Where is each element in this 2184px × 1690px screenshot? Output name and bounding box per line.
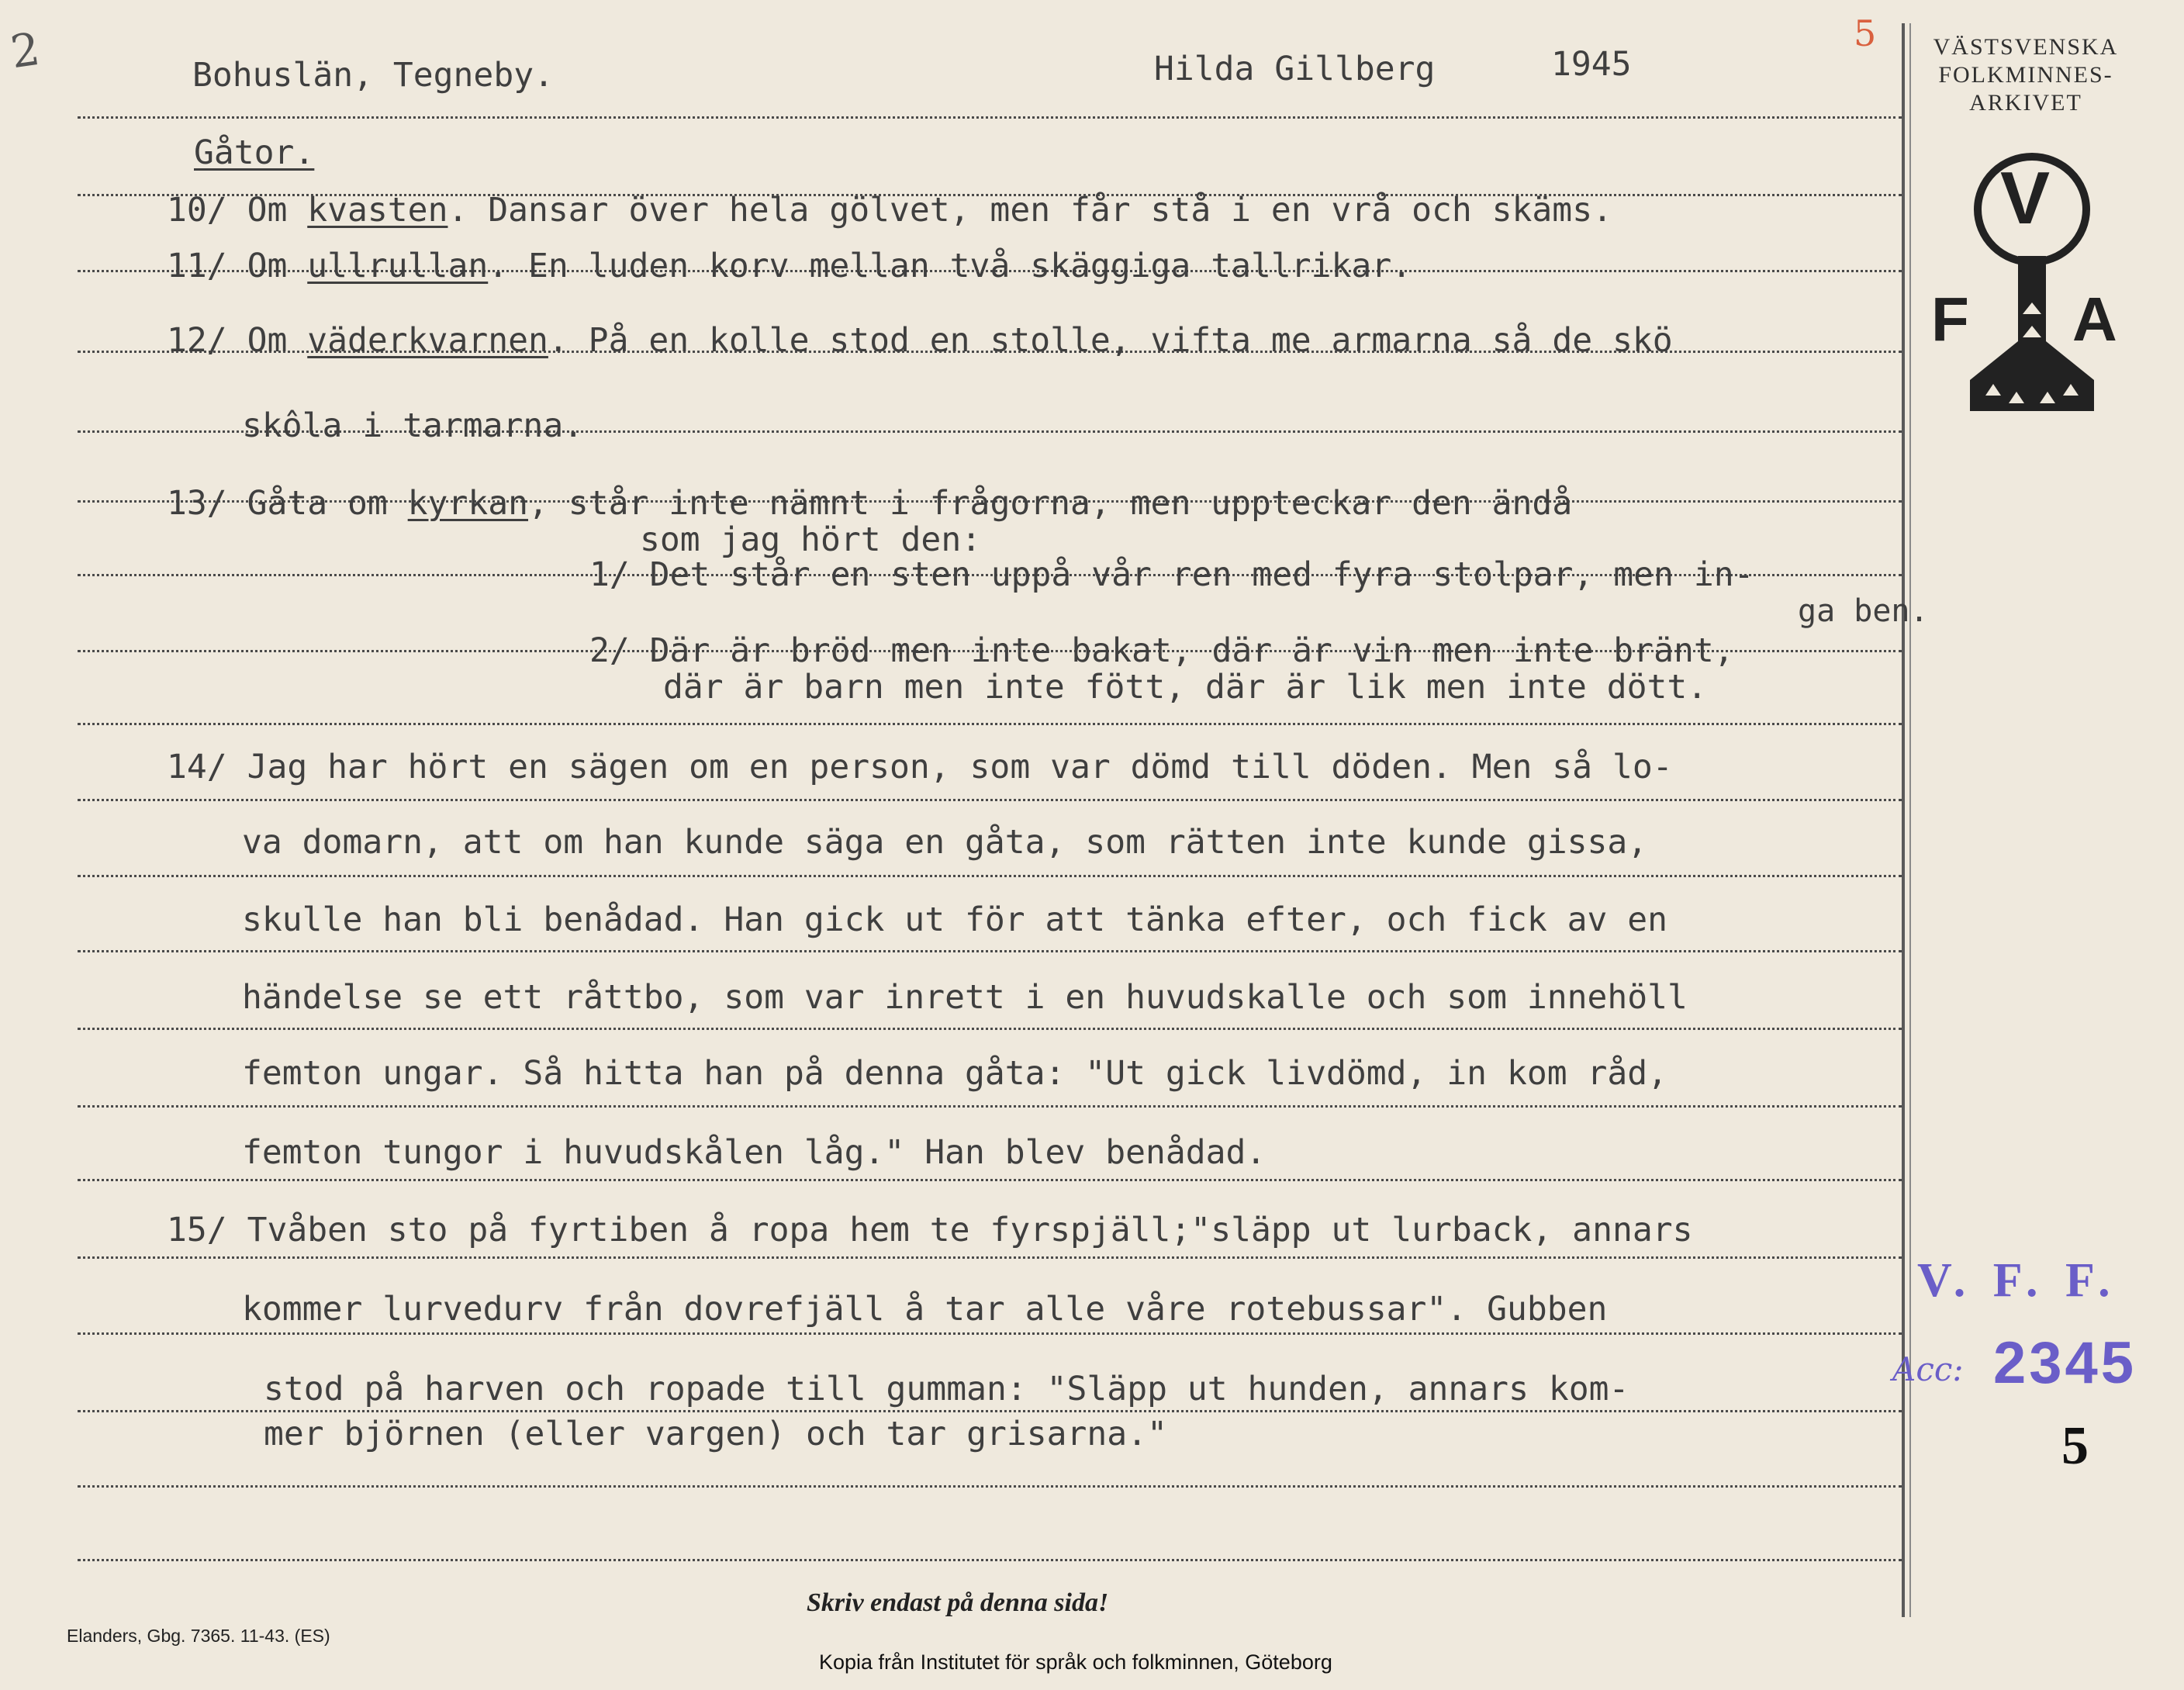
- riddle-number: 13/: [167, 484, 227, 523]
- riddle-14-line: skulle han bli benådad. Han gick ut för att tänka efter, och fick av en: [242, 900, 1668, 939]
- writing-line: [78, 1256, 1902, 1259]
- page-number-stamp: 5: [2061, 1416, 2089, 1476]
- riddle-11: 11/ Om ullrullan. En luden korv mellan två skäggiga tallrikar.: [167, 247, 1412, 285]
- riddle-14-line: femton ungar. Så hitta han på denna gåta: "Ut gick livdömd, in kom råd,: [242, 1054, 1668, 1093]
- logo-letter-f: F: [1931, 285, 1969, 354]
- archive-name-line2: FOLKMINNES-: [1938, 62, 2113, 88]
- riddle-subject: ullrullan: [307, 247, 489, 285]
- logo-letter-v: V: [2000, 157, 2051, 240]
- riddle-13-variant-1-end: ga ben.: [1798, 593, 1929, 629]
- accession-number: 2345: [1993, 1330, 2137, 1396]
- writing-line: [78, 1410, 1902, 1412]
- writing-line: [78, 1559, 1902, 1561]
- writing-line: [78, 950, 1902, 952]
- riddle-14-line: va domarn, att om han kunde säga en gåta, som rätten inte kunde gissa,: [242, 823, 1648, 862]
- footer-instruction: Skriv endast på denna sida!: [807, 1588, 1109, 1617]
- riddle-14: 14/ Jag har hört en sägen om en person, som var dömd till döden. Men så lo-: [167, 748, 1673, 786]
- logo-letter-a: A: [2072, 285, 2117, 354]
- riddle-13-variant-2-end: där är barn men inte fött, där är lik men inte dött.: [663, 668, 1708, 707]
- vff-stamp: V. F. F.: [1917, 1254, 2118, 1307]
- margin-note: 2: [7, 22, 43, 79]
- riddle-number: 10/: [167, 191, 227, 230]
- riddle-15-line: stod på harven och ropade till gumman: "Släpp ut hunden, annars kom-: [264, 1370, 1629, 1408]
- place-name: Bohuslän, Tegneby.: [192, 56, 554, 95]
- printer-imprint: Elanders, Gbg. 7365. 11-43. (ES): [67, 1626, 330, 1646]
- page-mark: 5: [1854, 12, 1877, 54]
- archive-name-line3: ARKIVET: [1969, 90, 2082, 116]
- writing-line: [78, 875, 1902, 877]
- informant-name: Hilda Gillberg: [1154, 50, 1436, 88]
- writing-line: [78, 723, 1902, 725]
- writing-line: [78, 1485, 1902, 1488]
- riddle-13: 13/ Gåta om kyrkan, står inte nämnt i frågorna, men uppteckar den ändå: [167, 484, 1573, 523]
- riddle-14-line: händelse se ett råttbo, som var inrett i en huvudskalle och som innehöll: [242, 978, 1688, 1017]
- riddle-13-line2: som jag hört den:: [640, 520, 982, 559]
- riddle-number: 11/: [167, 247, 227, 285]
- riddle-subject: kyrkan: [407, 484, 529, 523]
- writing-line: [78, 1105, 1902, 1108]
- riddle-14-line: femton tungor i huvudskålen låg." Han blev benådad.: [242, 1133, 1267, 1172]
- writing-line: [78, 1332, 1902, 1335]
- riddle-12: 12/ Om väderkvarnen. På en kolle stod en stolle, vifta me armarna så de skö: [167, 321, 1673, 360]
- riddle-number: 12/: [167, 321, 227, 360]
- writing-line: [78, 116, 1902, 119]
- riddle-subject: kvasten: [307, 191, 448, 230]
- riddle-subject: väderkvarnen: [307, 321, 548, 360]
- riddle-15-line: mer björnen (eller vargen) och tar grisarna.": [264, 1415, 1167, 1453]
- writing-line: [78, 799, 1902, 801]
- copy-notice: Kopia från Institutet för språk och folkminnen, Göteborg: [819, 1650, 1332, 1674]
- riddle-13-variant-2: 2/ Där är bröd men inte bakat, där är vin men inte bränt,: [589, 631, 1734, 670]
- riddle-number: 15/: [167, 1211, 227, 1249]
- record-year: 1945: [1551, 45, 1632, 84]
- writing-line: [78, 1179, 1902, 1181]
- riddle-13-variant-1: 1/ Det står en sten uppå vår ren med fyra stolpar, men in-: [589, 555, 1754, 594]
- riddle-number: 14/: [167, 748, 227, 786]
- writing-line: [78, 1028, 1902, 1030]
- riddle-15: 15/ Tvåben sto på fyrtiben å ropa hem te fyrspjäll;"släpp ut lurback, annars: [167, 1211, 1693, 1249]
- accession-label: Acc:: [1892, 1350, 1964, 1388]
- riddle-10: 10/ Om kvasten. Dansar över hela gölvet, men får stå i en vrå och skäms.: [167, 191, 1612, 230]
- riddle-12-continued: skôla i tarmarna.: [242, 406, 584, 445]
- riddle-15-line: kommer lurvedurv från dovrefjäll å tar alle våre rotebussar". Gubben: [242, 1290, 1608, 1329]
- section-title: Gåtor.: [194, 133, 315, 172]
- archive-name-line1: VÄSTSVENSKA: [1933, 34, 2119, 60]
